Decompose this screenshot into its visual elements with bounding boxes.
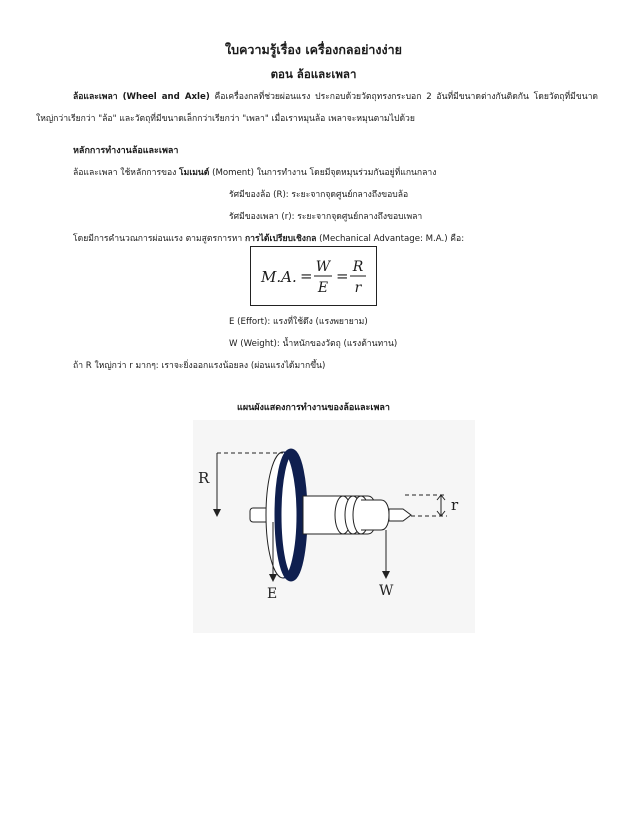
formula-lhs: M.A. xyxy=(261,268,297,286)
label-W: W xyxy=(379,583,394,599)
axle-tip xyxy=(389,509,411,521)
label-R: R xyxy=(198,469,210,487)
formula-box xyxy=(250,246,377,306)
intro-term: ล้อและเพลา (Wheel and Axle) xyxy=(73,92,210,102)
weight-definition: W (Weight): น้ำหนักของวัตถุ (แรงต้านทาน) xyxy=(229,339,398,349)
wheel-axle-diagram xyxy=(193,420,475,633)
formula xyxy=(251,247,378,307)
effort-definition: E (Effort): แรงที่ใช้ดึง (แรงพยายาม) xyxy=(229,317,368,327)
document-title: ใบความรู้เรื่อง เครื่องกลอย่างง่าย xyxy=(225,42,402,57)
formula-numerator-r: R xyxy=(352,259,364,275)
mechanical-advantage-term: การได้เปรียบเชิงกล xyxy=(244,234,317,244)
intro-text: คือเครื่องกลที่ช่วยผ่อนแรง ประกอบด้วยวัตถุทรงกระบอก 2 อันที่มีขนาดต่างกันติดกัน โดยวัตถุที่มีขนาดใหญ่กว่าเรียกว่า "ล้อ" และวัตถุที่มีขนาดเล็กกว่าเรียกว่า "เพลา" เมื่อเราหมุนล้อ เพลาจะหมุนตามไปด้วย xyxy=(36,92,598,124)
label-r: r xyxy=(451,496,459,514)
wheel-axle-illustration xyxy=(193,420,475,633)
principle-line-suffix: (Moment) ในการทำงาน โดยมีจุดหมุนร่วมกันอยู่ที่แกนกลาง xyxy=(209,168,437,178)
calc-prefix: โดยมีการคำนวณการผ่อนแรง ตามสูตรการหา xyxy=(73,234,245,244)
moment-term: โมเมนต์ xyxy=(179,168,210,178)
wheel-radius-definition: รัศมีของล้อ (R): ระยะจากจุดศูนย์กลางถึงขอบล้อ xyxy=(229,190,409,200)
principle-line-prefix: ล้อและเพลา ใช้หลักการของ xyxy=(73,168,180,178)
formula-denominator-r: r xyxy=(354,280,362,296)
conclusion-line: ถ้า R ใหญ่กว่า r มากๆ: เราจะยิ่งออกแรงน้อยลง (ผ่อนแรงได้มากขึ้น) xyxy=(73,361,326,371)
formula-denominator-e: E xyxy=(317,280,329,296)
calculation-line xyxy=(73,231,464,245)
diagram-title: แผนผังแสดงการทำงานของล้อและเพลา xyxy=(237,403,390,413)
principle-heading: หลักการทำงานล้อและเพลา xyxy=(73,146,179,156)
axle-radius-definition: รัศมีของเพลา (r): ระยะจากจุดศูนย์กลางถึงขอบเพลา xyxy=(229,212,423,222)
axle-segment-2 xyxy=(361,500,389,530)
intro-paragraph xyxy=(36,86,598,130)
formula-numerator-w: W xyxy=(315,259,331,275)
principle-line xyxy=(73,165,436,179)
label-E: E xyxy=(267,586,278,602)
formula-equals-2: = xyxy=(336,267,349,285)
formula-equals-1: = xyxy=(300,267,313,285)
document-subtitle: ตอน ล้อและเพลา xyxy=(270,67,357,81)
calc-suffix: (Mechanical Advantage: M.A.) คือ: xyxy=(316,234,465,244)
